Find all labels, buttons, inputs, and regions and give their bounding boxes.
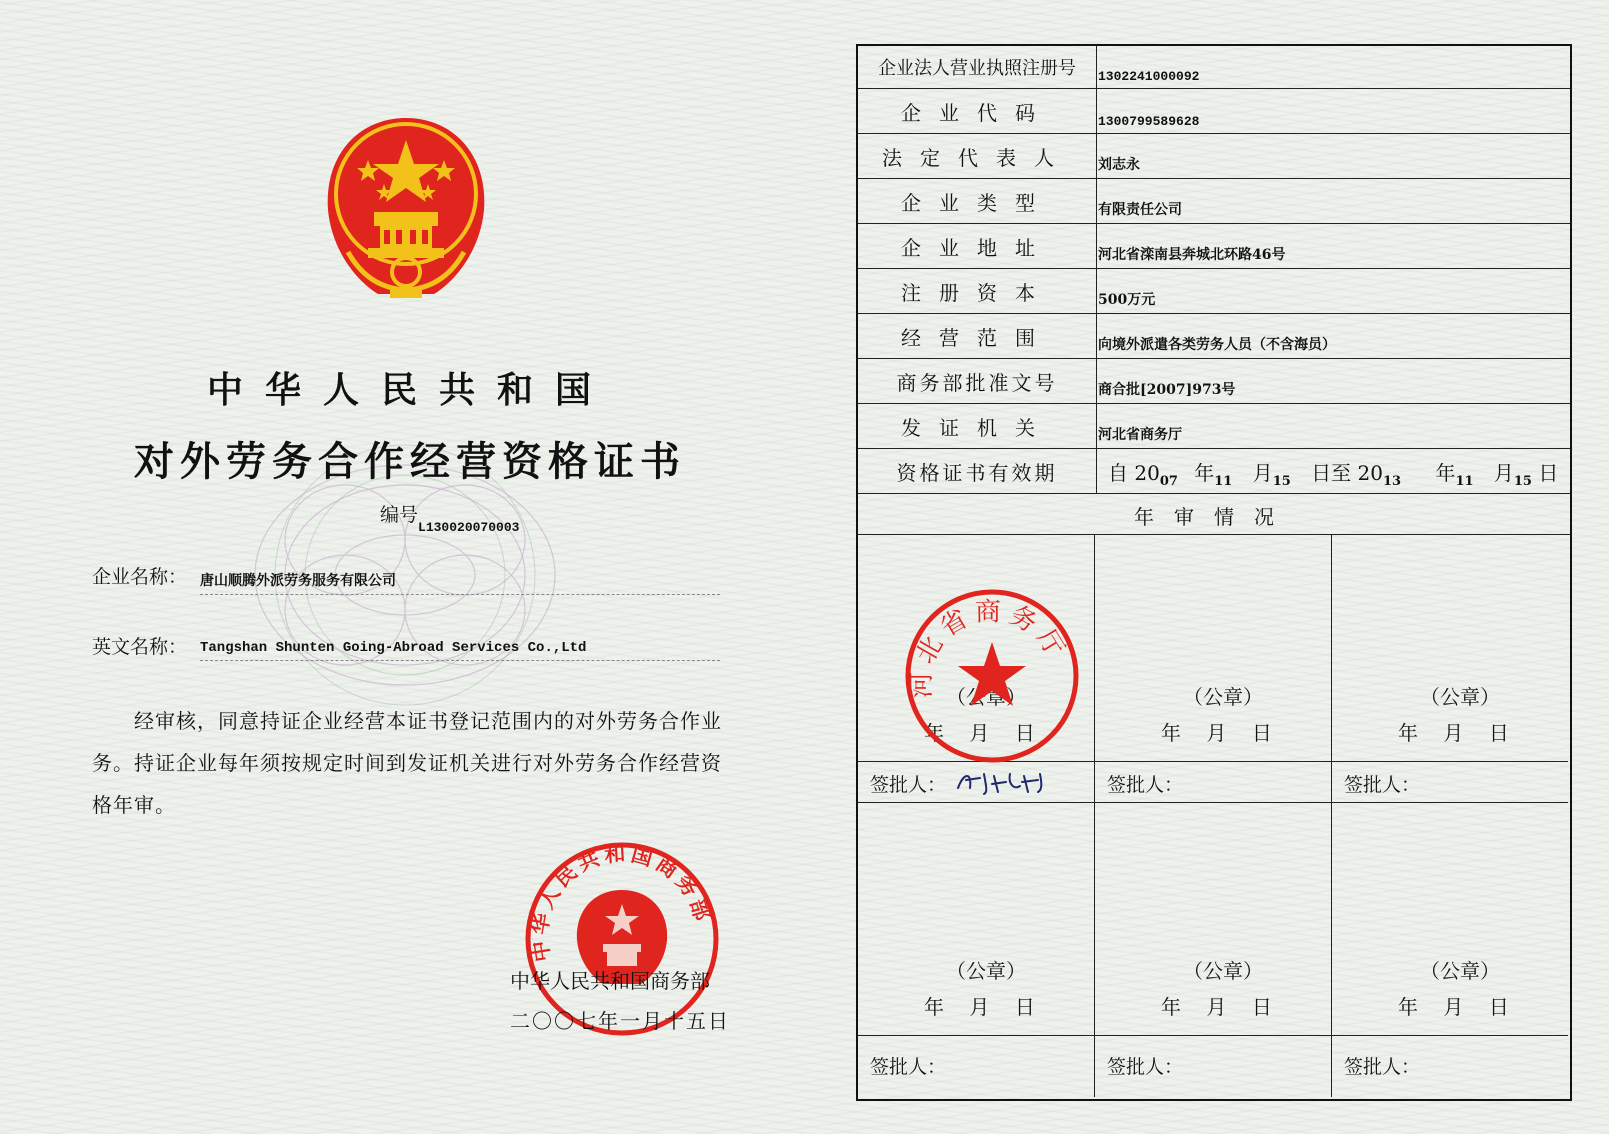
registration-table: [856, 44, 1572, 1101]
row-value: 商合批[2007]973号: [1098, 382, 1236, 398]
table-row: [858, 359, 1570, 404]
row-label: 注册资本: [858, 269, 1097, 313]
signer-cell: [858, 762, 1095, 803]
review-cell: [1332, 535, 1568, 762]
issuer-name: 中华人民共和国商务部: [510, 969, 710, 993]
table-row: [858, 224, 1570, 269]
stamp-label: （公章）: [1420, 685, 1500, 709]
review-cell: [1095, 803, 1332, 1036]
table-row: [858, 314, 1570, 359]
row-label: 商务部批准文号: [858, 359, 1097, 403]
company-name-value: 唐山顺腾外派劳务服务有限公司: [200, 570, 720, 595]
review-date: 年 月 日: [1398, 995, 1509, 1019]
serial-number: [380, 500, 520, 535]
stamp-label: （公章）: [946, 959, 1026, 983]
review-date: 年 月 日: [1161, 721, 1272, 745]
handwritten-signature: [954, 766, 1064, 798]
english-name-value: Tangshan Shunten Going-Abroad Services Co.,Ltd: [200, 640, 720, 661]
row-label: 法定代表人: [858, 134, 1097, 178]
stamp-label: （公章）: [1183, 959, 1263, 983]
review-date: 年 月 日: [924, 995, 1035, 1019]
signer-cell: [858, 1036, 1095, 1097]
review-date: 年 月 日: [1398, 721, 1509, 745]
provincial-seal: [902, 586, 1082, 766]
row-value: 1300799589628: [1098, 114, 1200, 129]
review-cell: [858, 803, 1095, 1036]
row-value: 刘志永: [1098, 157, 1140, 173]
title-line-1: 中华人民共和国: [206, 369, 613, 411]
signer-cell: [1332, 762, 1568, 803]
company-name-label: 企业名称：: [92, 566, 188, 588]
review-date: 年 月 日: [924, 721, 1035, 745]
stamp-label: （公章）: [946, 685, 1026, 709]
row-value: 1302241000092: [1098, 69, 1200, 84]
serial-value: L130020070003: [418, 520, 520, 535]
table-row: [858, 89, 1570, 134]
review-cell: [1095, 535, 1332, 762]
signer-label: 签批人：: [1107, 1056, 1184, 1078]
provincial-seal-text: 河北省商务厅: [906, 597, 1073, 699]
row-label: 企业类型: [858, 179, 1097, 223]
approval-statement: 经审核，同意持证企业经营本证书登记范围内的对外劳务合作业务。持证企业每年须按规定时间到发证机关进行对外劳务合作经营资格年审。: [92, 709, 722, 817]
signer-label: 签批人：: [870, 774, 947, 796]
validity-label: 资格证书有效期: [858, 449, 1097, 493]
annual-review-label: 年审情况: [1134, 505, 1294, 529]
review-date: 年 月 日: [1161, 995, 1272, 1019]
signer-label: 签批人：: [1344, 774, 1421, 796]
stamp-label: （公章）: [1183, 685, 1263, 709]
stamp-label: （公章）: [1420, 959, 1500, 983]
row-label: 发证机关: [858, 404, 1097, 448]
table-row: [858, 269, 1570, 314]
signer-cell: [1332, 1036, 1568, 1097]
table-row: [858, 179, 1570, 224]
title-line-2: 对外劳务合作经营资格证书: [134, 438, 686, 485]
row-label: 经营范围: [858, 314, 1097, 358]
row-label: 企业代码: [858, 89, 1097, 133]
row-value: 向境外派遣各类劳务人员（不含海员）: [1098, 337, 1336, 353]
english-name-label: 英文名称：: [92, 636, 188, 658]
signer-label: 签批人：: [870, 1056, 947, 1078]
row-label: 企业地址: [858, 224, 1097, 268]
row-value: 500万元: [1098, 292, 1156, 308]
table-row: [858, 46, 1570, 89]
review-cell: [1332, 803, 1568, 1036]
row-value: 河北省商务厅: [1098, 427, 1182, 443]
annual-review-header: [858, 494, 1570, 535]
signer-cell: [1095, 1036, 1332, 1097]
national-emblem: [318, 112, 494, 302]
table-row: [858, 404, 1570, 449]
serial-label: 编号: [380, 504, 419, 526]
validity-row: [858, 449, 1570, 494]
row-value: 河北省滦南县奔城北环路46号: [1098, 247, 1286, 263]
validity-value: 自 $20_{07}$ 年$_{11}$ 月$_{15}$ 日至 $20_{13}$ 年$_{11}$ 月$_{15}$ 日: [1108, 461, 1559, 489]
signer-label: 签批人：: [1107, 774, 1184, 796]
signer-cell: [1095, 762, 1332, 803]
row-label: 企业法人营业执照注册号: [858, 46, 1097, 88]
issue-date: 二〇〇七年一月十五日: [510, 1009, 730, 1033]
ministry-seal-text: 中华人民共和国商务部: [527, 841, 716, 964]
table-row: [858, 134, 1570, 179]
row-value: 有限责任公司: [1098, 202, 1182, 218]
signer-label: 签批人：: [1344, 1056, 1421, 1078]
certificate-front: [0, 0, 800, 1134]
